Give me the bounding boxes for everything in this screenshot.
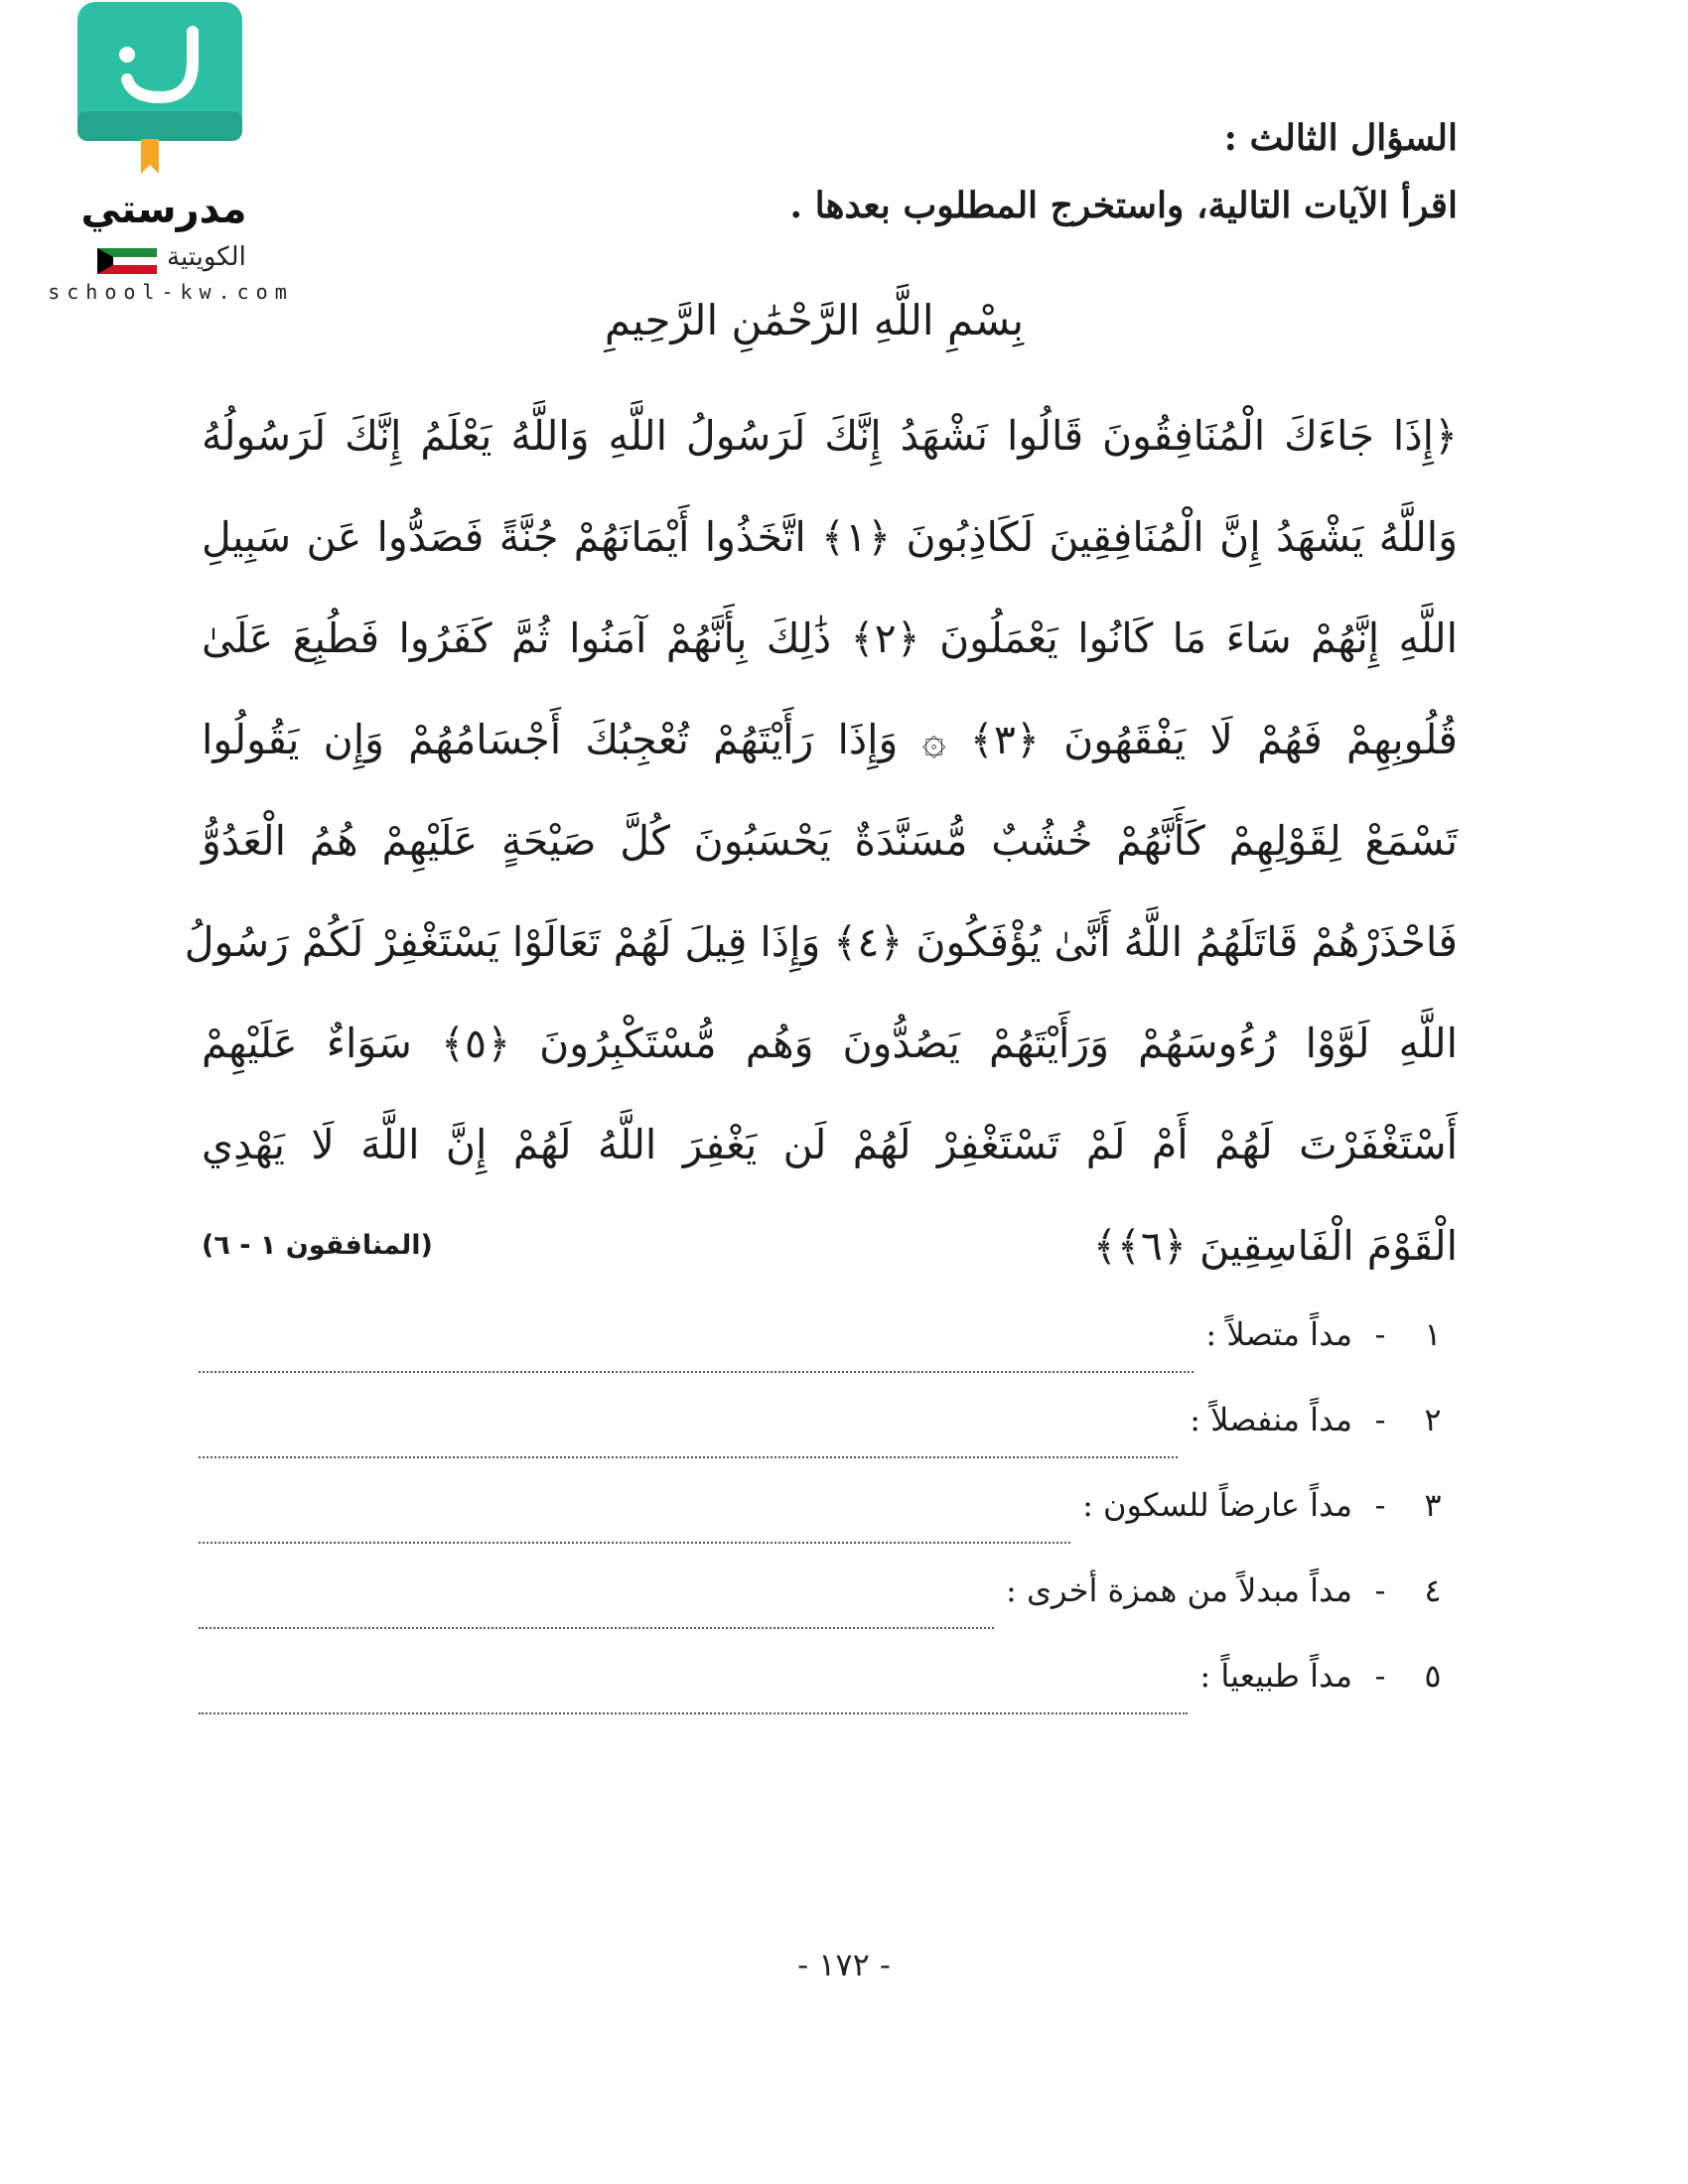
page-number: - ١٧٢ - — [797, 1946, 891, 1983]
item-dash: - — [1374, 1486, 1386, 1524]
answer-item — [199, 1315, 1458, 1401]
item-number: ٤ — [1424, 1571, 1442, 1609]
basmala: بِسْمِ اللَّهِ الرَّحْمَٰنِ الرَّحِيمِ — [604, 296, 1025, 344]
item-label: مداً متصلاً : — [1205, 1315, 1352, 1353]
logo-country: الكويتية — [167, 242, 246, 272]
question-instruction: اقرأ الآيات التالية، واستخرج المطلوب بعدها . — [789, 185, 1458, 226]
item-dash: - — [1374, 1401, 1386, 1438]
verse-line: ﴿إِذَا جَاءَكَ الْمُنَافِقُونَ قَالُوا نَشْهَدُ إِنَّكَ لَرَسُولُ اللَّهِ وَاللَّهُ يَعْلَمُ إِنَّكَ لَرَسُولُهُ — [202, 412, 1458, 460]
answer-item — [199, 1657, 1458, 1742]
item-label: مداً عارضاً للسكون : — [1082, 1486, 1352, 1524]
verse-line: اللَّهِ لَوَّوْا رُءُوسَهُمْ وَرَأَيْتَهُمْ يَصُدُّونَ وَهُم مُّسْتَكْبِرُونَ ﴿٥﴾ سَوَاءٌ عَلَيْهِمْ — [202, 1020, 1459, 1067]
logo-url: school-kw.com — [48, 280, 294, 304]
item-dash: - — [1374, 1657, 1386, 1695]
item-dash: - — [1374, 1315, 1386, 1353]
quran-verses — [184, 385, 1459, 1297]
item-label: مداً مبدلاً من همزة أخرى : — [1006, 1571, 1352, 1609]
item-number: ١ — [1424, 1315, 1442, 1353]
answer-line[interactable] — [199, 1532, 1070, 1544]
item-label: مداً طبيعياً : — [1199, 1657, 1352, 1695]
verse-line: اللَّهِ إِنَّهُمْ سَاءَ مَا كَانُوا يَعْمَلُونَ ﴿٢﴾ ذَٰلِكَ بِأَنَّهُمْ آمَنُوا ثُمَّ كَفَرُوا فَطُبِعَ عَلَىٰ — [202, 614, 1458, 662]
verse-line: أَسْتَغْفَرْتَ لَهُمْ أَمْ لَمْ تَسْتَغْفِرْ لَهُمْ لَن يَغْفِرَ اللَّهُ لَهُمْ إِنَّ اللَّهَ لَا يَهْدِي — [202, 1121, 1458, 1168]
book-smile-icon — [75, 0, 244, 174]
item-number: ٥ — [1424, 1657, 1442, 1695]
item-dash: - — [1374, 1571, 1386, 1609]
item-label: مداً منفصلاً : — [1190, 1401, 1352, 1438]
verse-line-final — [202, 1195, 1458, 1297]
verse-line: وَاللَّهُ يَشْهَدُ إِنَّ الْمُنَافِقِينَ لَكَاذِبُونَ ﴿١﴾ اتَّخَذُوا أَيْمَانَهُمْ جُنَّةً فَصَدُّوا عَن سَبِيلِ — [202, 513, 1458, 561]
answer-item — [199, 1486, 1458, 1571]
answer-item — [199, 1401, 1458, 1486]
question-title: السؤال الثالث : — [1223, 117, 1458, 159]
verse-line-text: الْقَوْمَ الْفَاسِقِينَ ﴿٦﴾﴾ — [1092, 1222, 1458, 1270]
item-number: ٣ — [1424, 1486, 1442, 1524]
answer-line[interactable] — [199, 1361, 1194, 1373]
logo-name: مدرستي — [80, 187, 247, 232]
logo-country-row — [50, 242, 288, 278]
answer-line[interactable] — [199, 1617, 994, 1629]
answer-line[interactable] — [199, 1703, 1188, 1714]
kuwait-flag-icon — [97, 248, 157, 274]
answer-line[interactable] — [199, 1446, 1178, 1458]
answer-item — [199, 1571, 1458, 1657]
verse-line: تَسْمَعْ لِقَوْلِهِمْ كَأَنَّهُمْ خُشُبٌ مُّسَنَّدَةٌ يَحْسَبُونَ كُلَّ صَيْحَةٍ عَلَيْهِمْ هُمُ الْعَدُوُّ — [202, 817, 1458, 865]
verse-line: قُلُوبِهِمْ فَهُمْ لَا يَفْقَهُونَ ﴿٣﴾ ۞ وَإِذَا رَأَيْتَهُمْ تُعْجِبُكَ أَجْسَامُهُمْ وَإِن يَقُولُوا — [202, 716, 1458, 763]
school-logo — [18, 0, 306, 303]
surah-citation: (المنافقون ١ - ٦) — [202, 1230, 433, 1261]
item-number: ٢ — [1424, 1401, 1442, 1438]
verse-line: فَاحْذَرْهُمْ قَاتَلَهُمُ اللَّهُ أَنَّىٰ يُؤْفَكُونَ ﴿٤﴾ وَإِذَا قِيلَ لَهُمْ تَعَالَوْا يَسْتَغْفِرْ لَكُمْ رَسُولُ — [184, 918, 1458, 966]
answer-items — [199, 1315, 1458, 1742]
